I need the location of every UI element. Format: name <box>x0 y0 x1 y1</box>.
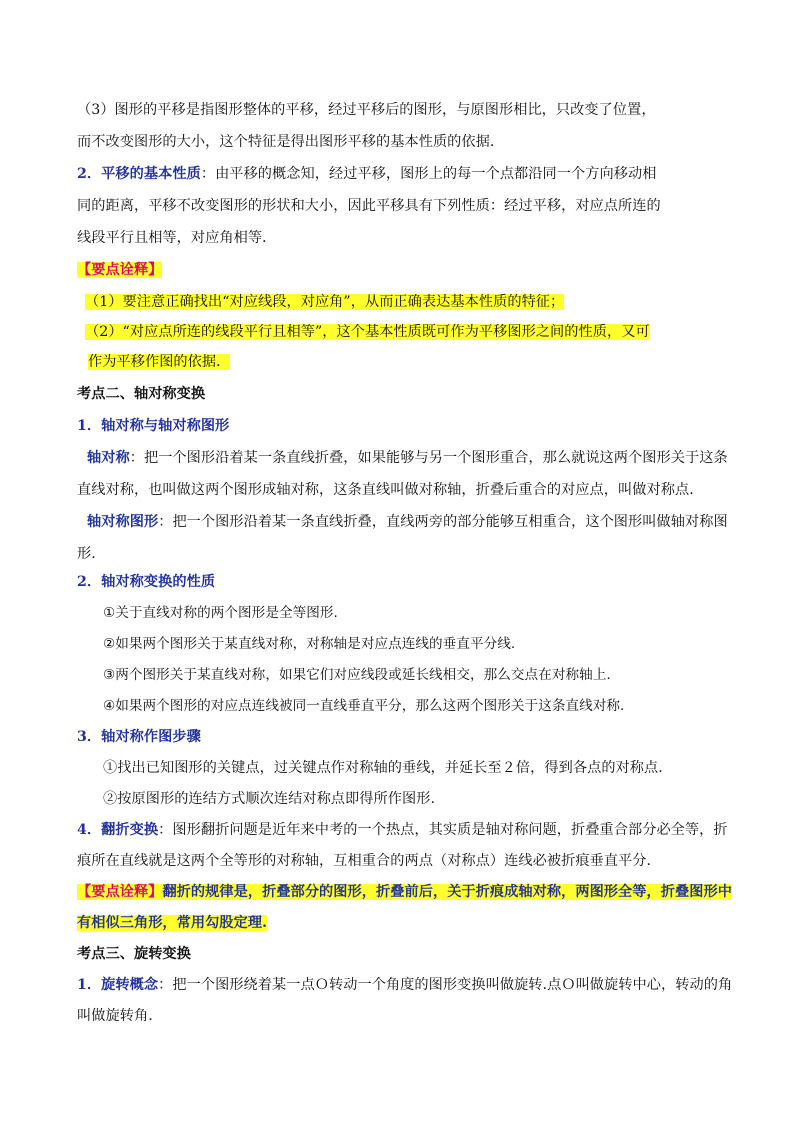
key-note-line: 【要点诠释】翻折的规律是，折叠部分的图形，折叠前后，关于折痕成轴对称，两图形全等，折叠图形中 <box>77 884 732 900</box>
section-heading: 2．轴对称变换的性质 <box>77 574 216 590</box>
paragraph-line: 同的距离，平移不改变图形的形状和大小，因此平移具有下列性质：经过平移，对应点所连的 <box>77 198 661 214</box>
section-heading: 1．旋转概念 <box>77 977 159 993</box>
paragraph-text: ：由平移的概念知，经过平移，图形上的每一个点都沿同一个方向移动相 <box>200 166 657 182</box>
paragraph-line: 轴对称图形：把一个图形沿着某一条直线折叠，直线两旁的部分能够互相重合，这个图形叫做轴对称图 <box>87 514 728 530</box>
list-item: ③两个图形关于某直线对称，如果它们对应线段或延长线相交，那么交点在对称轴上. <box>103 667 611 683</box>
section-title: 考点三、旋转变换 <box>77 946 191 962</box>
paragraph-line: 轴对称：把一个图形沿着某一条直线折叠，如果能够与另一个图形重合，那么就说这两个图形关于这条 <box>87 450 728 466</box>
paragraph-line: 叫做旋转角. <box>77 1008 153 1024</box>
section-heading: 1．轴对称与轴对称图形 <box>77 418 230 434</box>
list-item: ①找出已知图形的关键点，过关键点作对称轴的垂线，并延长至２倍，得到各点的对称点. <box>103 760 663 776</box>
section-heading: 2．平移的基本性质 <box>77 166 201 182</box>
term-label: 轴对称 <box>87 450 130 466</box>
paragraph-line: 痕所在直线就是这两个全等形的对称轴，互相重合的两点（对称点）连线必被折痕垂直平分. <box>77 853 652 869</box>
paragraph-line: 4．翻折变换：图形翻折问题是近年来中考的一个热点，其实质是轴对称问题，折叠重合部分必全等，折 <box>77 822 728 838</box>
section-title: 考点二、轴对称变换 <box>77 386 206 402</box>
key-note-line: 作为平移作图的依据． <box>88 354 231 370</box>
key-note-line: （2）“对应点所连的线段平行且相等”，这个基本性质既可作为平移图形之间的性质，又可 <box>85 324 650 340</box>
paragraph-line: （3）图形的平移是指图形整体的平移，经过平移后的图形，与原图形相比，只改变了位置， <box>77 102 656 118</box>
key-note-line: 有相似三角形，常用勾股定理. <box>77 915 268 931</box>
key-note-line: （1）要注意正确找出“对应线段，对应角”，从而正确表达基本性质的特征； <box>85 294 565 310</box>
key-note-label: 【要点诠释】 <box>77 262 163 278</box>
paragraph-line: 1．旋转概念：把一个图形绕着某一点Ｏ转动一个角度的图形变换叫做旋转.点Ｏ叫做旋转中心，转动的角 <box>77 977 733 993</box>
section-heading: 3．轴对称作图步骤 <box>77 729 201 745</box>
list-item: ①关于直线对称的两个图形是全等图形. <box>103 605 338 621</box>
paragraph-line: 而不改变图形的大小，这个特征是得出图形平移的基本性质的依据． <box>77 134 505 150</box>
list-item: ②按原图形的连结方式顺次连结对称点即得所作图形. <box>103 791 436 807</box>
list-item: ④如果两个图形的对应点连线被同一直线垂直平分，那么这两个图形关于这条直线对称. <box>103 698 625 714</box>
paragraph-line: 形. <box>77 546 96 562</box>
list-item: ②如果两个图形关于某直线对称，对称轴是对应点连线的垂直平分线. <box>103 636 516 652</box>
key-note-label: 【要点诠释】 <box>77 884 163 900</box>
term-label: 轴对称图形 <box>87 514 159 530</box>
paragraph-line: 直线对称，也叫做这两个图形成轴对称，这条直线叫做对称轴，折叠后重合的对应点，叫做对称点. <box>77 482 694 498</box>
paragraph-line: 线段平行且相等，对应角相等． <box>77 230 277 246</box>
section-heading: 4．翻折变换 <box>77 822 159 838</box>
paragraph-line <box>77 164 656 184</box>
